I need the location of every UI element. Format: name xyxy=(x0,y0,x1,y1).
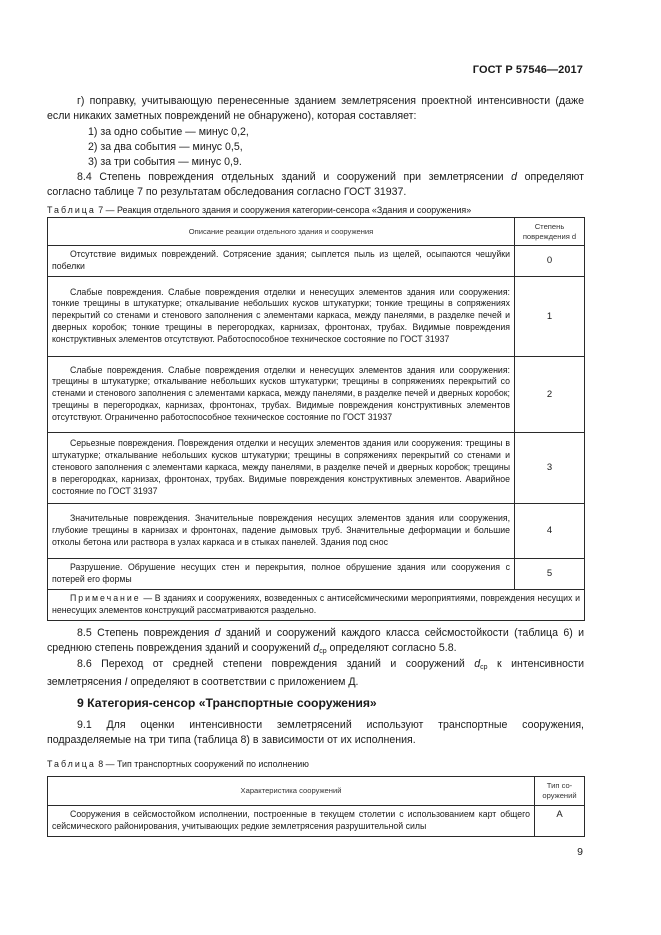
document-code: ГОСТ Р 57546—2017 xyxy=(472,64,583,76)
table-row xyxy=(48,503,585,558)
table-7-header-description: Описание реакции отдельного здания и сооружения xyxy=(48,218,515,246)
table-row xyxy=(48,558,585,589)
section-9-heading: 9 Категория-сенсор «Транспортные сооружения» xyxy=(77,696,377,710)
paragraph-8-4: 8.4 Степень повреждения отдельных зданий и сооружений при землетрясении d определяют согласно таблице 7 по результатам обследования согласно ГОСТ 31937. xyxy=(47,171,584,199)
table-row xyxy=(48,276,585,356)
table-7-caption: Таблица 7 — Реакция отдельного здания и сооружения категории-сенсора «Здания и сооружения» xyxy=(47,205,472,215)
table-cell-degree: 3 xyxy=(515,432,585,503)
table-cell-description: Отсутствие видимых повреждений. Сотрясение здания; сыплется пыль из щелей, осыпаются чешуйки побелки xyxy=(48,246,515,277)
table-cell-degree: 5 xyxy=(515,558,585,589)
table-8-header-row xyxy=(48,777,585,806)
paragraph-9-1: 9.1 Для оценки интенсивности землетрясений используют транспортные сооружения, подразделяемые на три типа (таблица 8) в зависимости от их исполнения. xyxy=(47,719,584,747)
list-item-2: 2) за два события — минус 0,5, xyxy=(88,141,243,153)
table-7 xyxy=(47,217,585,621)
list-item-1: 1) за одно событие — минус 0,2, xyxy=(88,126,249,138)
table-cell-description: Слабые повреждения. Слабые повреждения отделки и ненесущих элементов здания или сооружения: трещины в штукатурке; откалывание небольших кусков штукатурки; трещины в сопряжениях перекрытий со стенами и стенового заполнения с элементами каркаса, между панелями, в разделке печей и дверных коробок; трещины в перегородках, карнизах, фронтонах, трубах. Видимые повреждения конструктивных элементов отсутствуют. Ограниченно работоспособное техническое состояние по ГОСТ 31937 xyxy=(48,356,515,432)
table-8-caption: Таблица 8 — Тип транспортных сооружений по исполнению xyxy=(47,759,309,769)
table-cell-description: Разрушение. Обрушение несущих стен и перекрытия, полное обрушение здания или сооружения с потерей его формы xyxy=(48,558,515,589)
table-7-header-row xyxy=(48,218,585,246)
table-cell-description: Слабые повреждения. Слабые повреждения отделки и ненесущих элементов здания или сооружения: тонкие трещины в штукатурке; откалывание небольших кусков штукатурки; тонкие трещины в сопряжениях перекрытий со стенами и стенового заполнения с элементами каркаса, между панелями, в разделке печей и дверных коробок; тонкие трещины в перегородках, карнизах, фронтонах, трубах. Видимые повреждения конструктивных элементов отсутствуют. Работоспособное техническое состояние по ГОСТ 31937 xyxy=(48,276,515,356)
table-cell-degree: 2 xyxy=(515,356,585,432)
table-row xyxy=(48,356,585,432)
table-cell-description: Сооружения в сейсмостойком исполнении, построенные в текущем столетии с использованием карт общего сейсмического районирования, учитывающих редкие землетрясения разрушительной силы xyxy=(48,806,535,837)
table-cell-degree: 0 xyxy=(515,246,585,277)
list-item-3: 3) за три события — минус 0,9. xyxy=(88,156,242,168)
table-7-note: Примечание — В зданиях и сооружениях, возведенных с антисейсмическими мероприятиями, повреждения несущих и ненесущих элементов конструкций рассматриваются раздельно. xyxy=(48,589,585,620)
table-row xyxy=(48,806,585,837)
table-8-header-type: Тип со- оружений xyxy=(535,777,585,806)
table-7-header-degree: Степень повреждения d xyxy=(515,218,585,246)
table-8-header-description: Характеристика сооружений xyxy=(48,777,535,806)
paragraph-8-6: 8.6 Переход от средней степени повреждения зданий и сооружений $d_{ср}$ к интенсивности землетрясения I определяют в соответствии с приложением Д. xyxy=(47,658,584,689)
table-7-note-row xyxy=(48,589,585,620)
table-cell-type: А xyxy=(535,806,585,837)
table-row xyxy=(48,246,585,277)
table-cell-degree: 4 xyxy=(515,503,585,558)
table-8 xyxy=(47,776,585,837)
table-cell-degree: 1 xyxy=(515,276,585,356)
table-row xyxy=(48,432,585,503)
paragraph-8-5: 8.5 Степень повреждения d зданий и сооружений каждого класса сейсмостойкости (таблица 6) и среднюю степень повреждения зданий и сооружений $d_{ср}$ определяют согласно 5.8. xyxy=(47,627,584,656)
item-g-paragraph: г) поправку, учитывающую перенесенные зданием землетрясения проектной интенсивности (даже если никаких заметных повреждений не обнаружено), которая составляет: xyxy=(47,95,584,123)
page-number: 9 xyxy=(577,846,583,858)
table-cell-description: Серьезные повреждения. Повреждения отделки и несущих элементов здания или сооружения: трещины в штукатурке; откалывание небольших кусков штукатурки; трещины в сопряжениях перекрытий со стенами и стенового заполнения с элементами каркаса, между панелями, в разделке печей и дверных коробок; трещины в перегородках, карнизах, фронтонах, трубах. Видимые повреждения конструктивных элементов. Аварийное состояние по ГОСТ 31937 xyxy=(48,432,515,503)
table-cell-description: Значительные повреждения. Значительные повреждения несущих элементов здания или сооружения, глубокие трещины в карнизах и фронтонах, падение дымовых труб. Значительные деформации и большие отколы бетона или раствора в узлах каркаса и в стыках панелей. Здания под снос xyxy=(48,503,515,558)
